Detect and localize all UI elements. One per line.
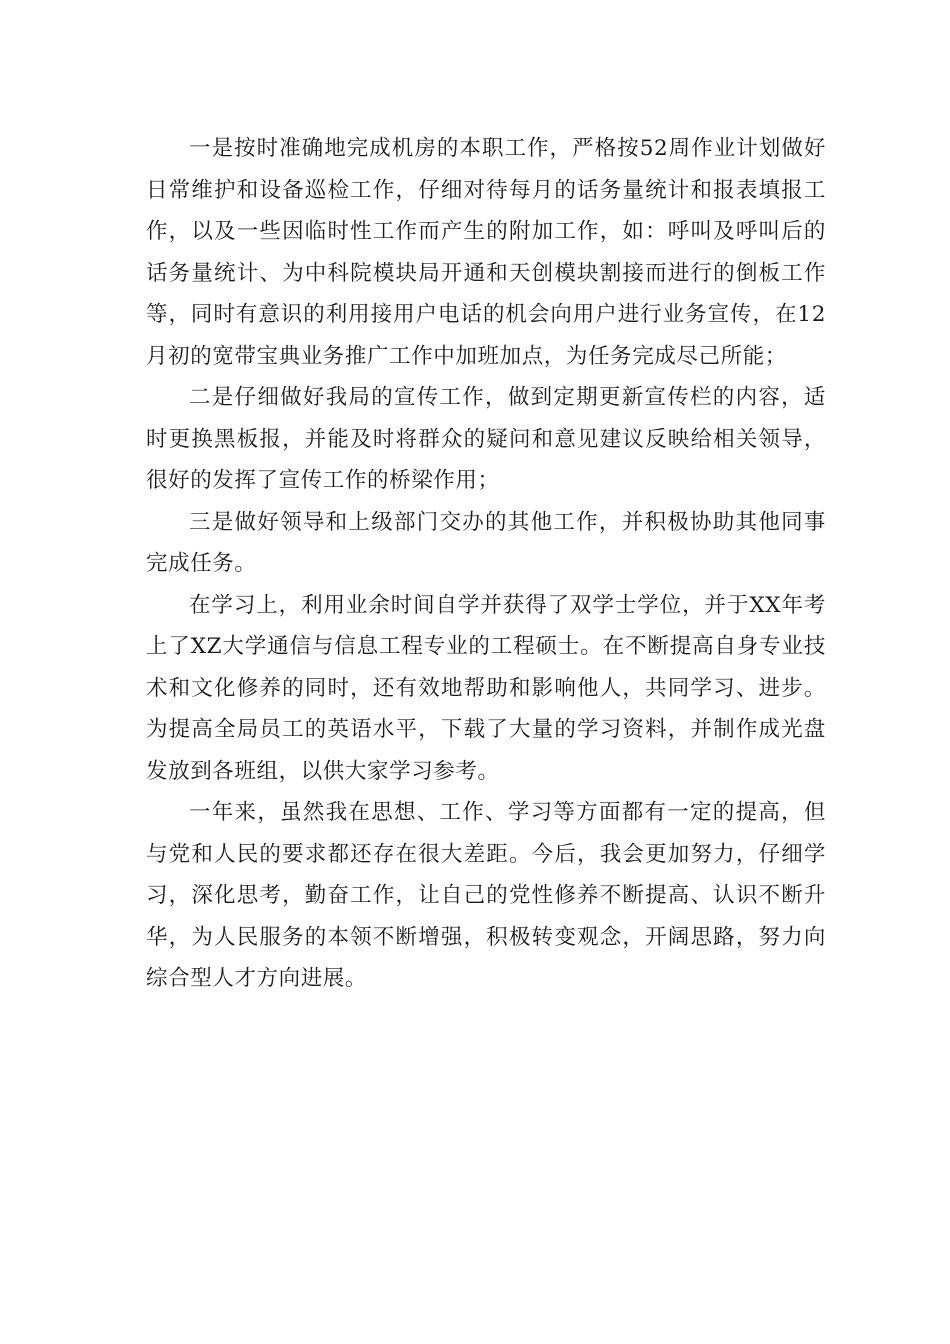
document-body — [146, 128, 826, 1000]
paragraph-other-tasks: 三是做好领导和上级部门交办的其他工作，并积极协助其他同事完成任务。 — [146, 509, 826, 576]
paragraph-publicity-work: 二是仔细做好我局的宣传工作，做到定期更新宣传栏的内容，适时更换黑板报，并能及时将群众的疑问和意见建议反映给相关领导，很好的发挥了宣传工作的桥梁作用； — [146, 385, 826, 493]
paragraph-work-duties: 一是按时准确地完成机房的本职工作，严格按52周作业计划做好日常维护和设备巡检工作，仔细对待每月的话务量统计和报表填报工作，以及一些因临时性工作而产生的附加工作，如：呼叫及呼叫后的话务量统计、为中科院模块局开通和天创模块割接而进行的倒板工作等，同时有意识的利用接用户电话的机会向用户进行业务宣传，在12月初的宽带宝典业务推广工作中加班加点，为任务完成尽己所能； — [146, 136, 826, 369]
paragraph-summary: 一年来，虽然我在思想、工作、学习等方面都有一定的提高，但与党和人民的要求都还存在很大差距。今后，我会更加努力，仔细学习，深化思考，勤奋工作，让自己的党性修养不断提高、认识不断升华，为人民服务的本领不断增强，积极转变观念，开阔思路，努力向综合型人才方向进展。 — [146, 800, 826, 991]
paragraph-study: 在学习上，利用业余时间自学并获得了双学士学位，并于XX年考上了XZ大学通信与信息工程专业的工程硕士。在不断提高自身专业技术和文化修养的同时，还有效地帮助和影响他人，共同学习、进步。为提高全局员工的英语水平，下载了大量的学习资料，并制作成光盘发放到各班组，以供大家学习参考。 — [146, 592, 826, 784]
